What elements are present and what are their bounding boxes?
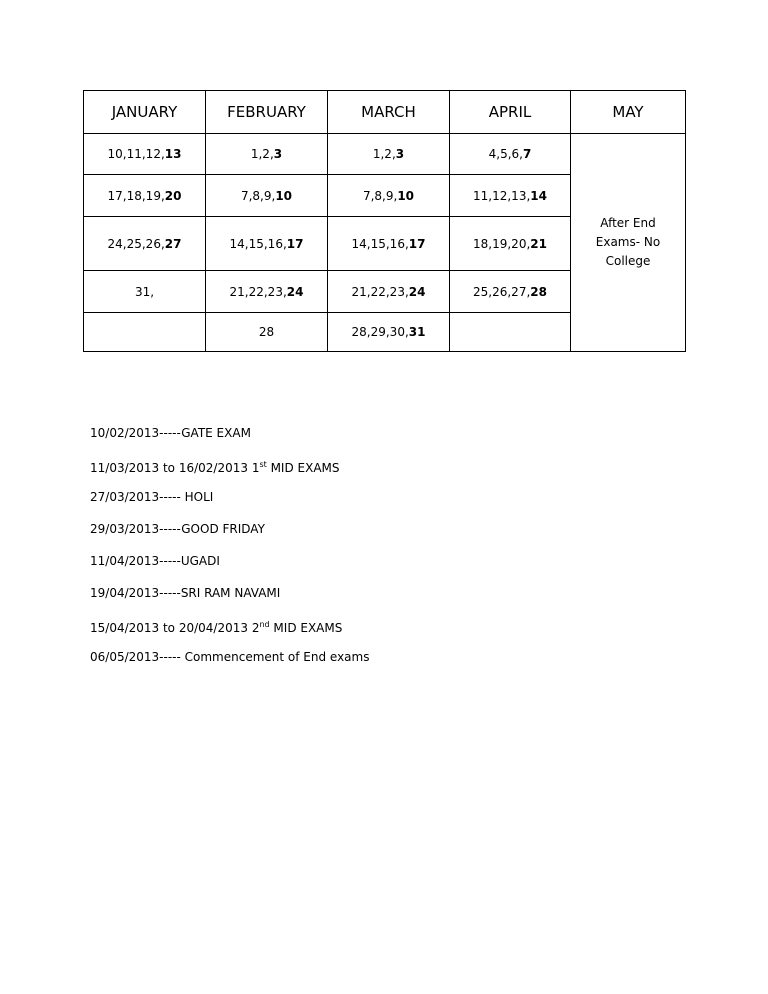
table-row <box>84 134 686 175</box>
table-cell: 24,25,26,27 <box>84 217 206 271</box>
table-cell: 18,19,20,21 <box>450 217 571 271</box>
table-cell: 7,8,9,10 <box>206 175 328 217</box>
table-cell: 1,2,3 <box>206 134 328 175</box>
header-march: MARCH <box>328 91 450 134</box>
table-cell: 4,5,6,7 <box>450 134 571 175</box>
table-cell: 28,29,30,31 <box>328 313 450 352</box>
table-cell: 25,26,27,28 <box>450 271 571 313</box>
table-cell: 10,11,12,13 <box>84 134 206 175</box>
table-cell: 21,22,23,24 <box>328 271 450 313</box>
header-row <box>84 91 686 134</box>
table-cell: 7,8,9,10 <box>328 175 450 217</box>
table-cell <box>84 313 206 352</box>
table-cell <box>450 313 571 352</box>
may-note-line: After End <box>600 216 656 230</box>
table-cell: 31, <box>84 271 206 313</box>
table-cell: 28 <box>206 313 328 352</box>
event-first-mid-exams: 11/03/2013 to 16/02/2013 1st MID EXAMS <box>90 460 340 475</box>
table-cell: 21,22,23,24 <box>206 271 328 313</box>
event-ugadi: 11/04/2013-----UGADI <box>90 554 220 568</box>
event-sri-ram-navami: 19/04/2013-----SRI RAM NAVAMI <box>90 586 281 600</box>
header-april: APRIL <box>450 91 571 134</box>
event-gate-exam: 10/02/2013-----GATE EXAM <box>90 426 251 440</box>
event-good-friday: 29/03/2013-----GOOD FRIDAY <box>90 522 265 536</box>
header-january: JANUARY <box>84 91 206 134</box>
table-cell: 11,12,13,14 <box>450 175 571 217</box>
may-note-cell <box>571 134 686 352</box>
calendar-table <box>83 90 686 352</box>
header-may: MAY <box>571 91 686 134</box>
event-second-mid-exams: 15/04/2013 to 20/04/2013 2nd MID EXAMS <box>90 620 343 635</box>
header-february: FEBRUARY <box>206 91 328 134</box>
events-list <box>90 424 369 680</box>
table-cell: 14,15,16,17 <box>206 217 328 271</box>
table-cell: 17,18,19,20 <box>84 175 206 217</box>
may-note-line: Exams- No <box>595 235 661 249</box>
table-cell: 14,15,16,17 <box>328 217 450 271</box>
may-note-line: College <box>605 254 651 268</box>
event-end-exams: 06/05/2013----- Commencement of End exams <box>90 650 370 664</box>
table-cell: 1,2,3 <box>328 134 450 175</box>
event-holi: 27/03/2013----- HOLI <box>90 490 214 504</box>
